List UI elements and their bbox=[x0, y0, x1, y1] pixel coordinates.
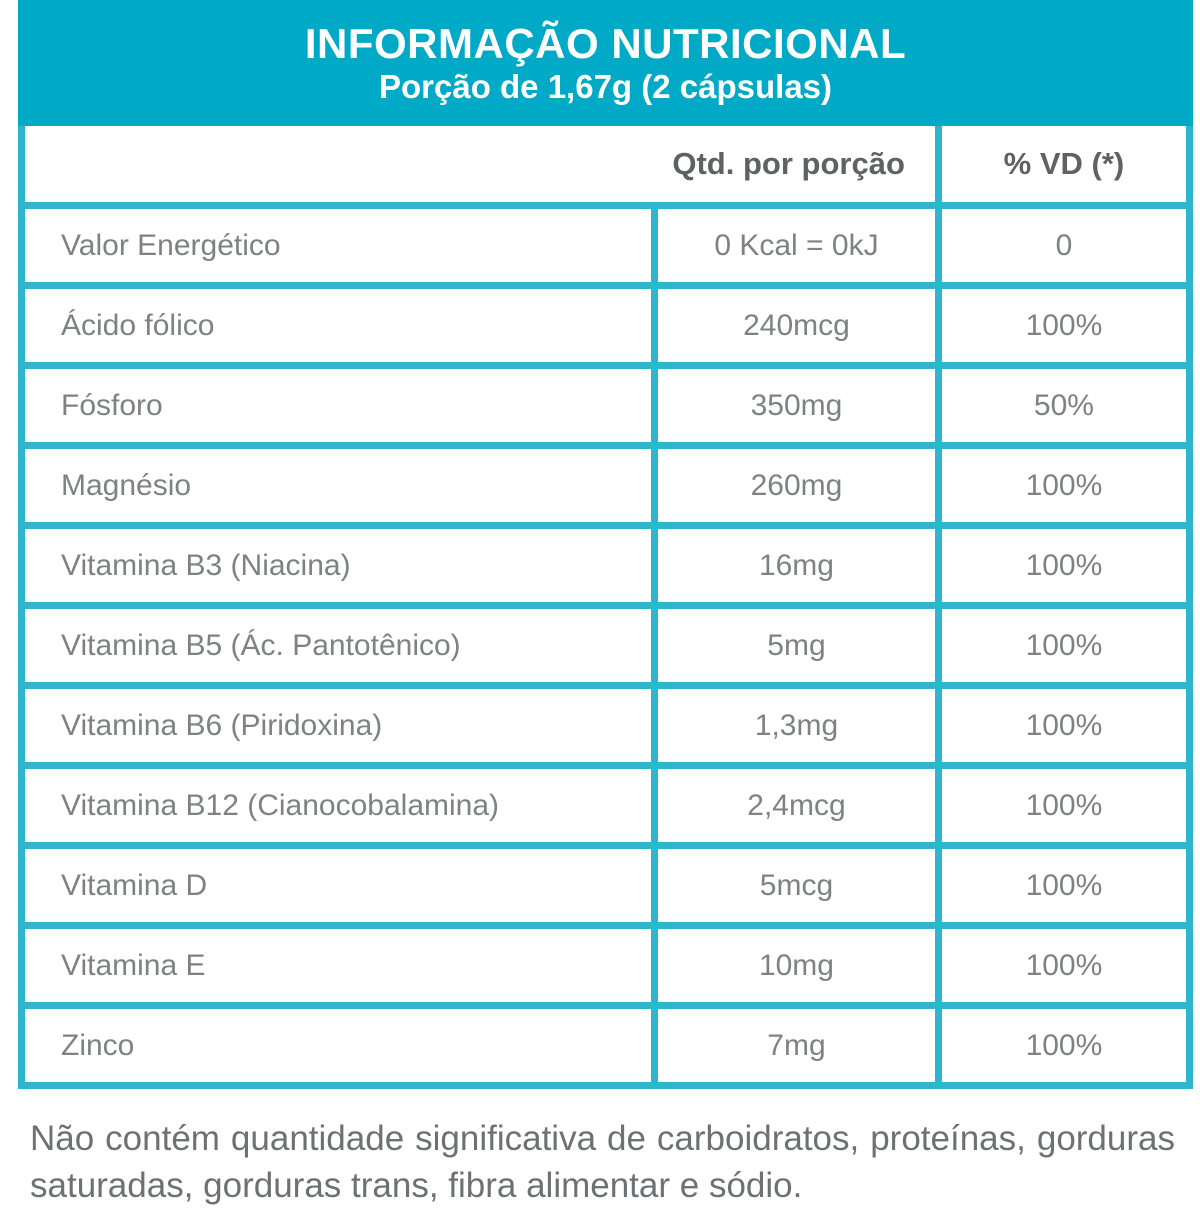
nutrient-qty: 1,3mg bbox=[655, 686, 939, 766]
nutrient-vd: 100% bbox=[938, 1006, 1189, 1086]
nutrient-qty: 0 Kcal = 0kJ bbox=[655, 206, 939, 286]
nutrient-vd: 100% bbox=[938, 286, 1189, 366]
nutrient-vd: 100% bbox=[938, 846, 1189, 926]
nutrient-vd: 100% bbox=[938, 686, 1189, 766]
label-banner bbox=[18, 0, 1193, 126]
table-header-row bbox=[22, 126, 1190, 206]
nutrient-vd: 0 bbox=[938, 206, 1189, 286]
nutrient-name: Fósforo bbox=[22, 366, 655, 446]
nutrient-name: Vitamina E bbox=[22, 926, 655, 1006]
nutrient-qty: 16mg bbox=[655, 526, 939, 606]
nutrient-vd: 100% bbox=[938, 926, 1189, 1006]
nutrient-qty: 5mcg bbox=[655, 846, 939, 926]
nutrient-name: Vitamina B12 (Cianocobalamina) bbox=[22, 766, 655, 846]
column-header-daily-value: % VD (*) bbox=[938, 126, 1189, 206]
table-row bbox=[22, 846, 1190, 926]
nutrient-qty: 240mcg bbox=[655, 286, 939, 366]
table-row bbox=[22, 286, 1190, 366]
nutrient-name: Vitamina D bbox=[22, 846, 655, 926]
nutrient-vd: 100% bbox=[938, 526, 1189, 606]
nutrient-name: Zinco bbox=[22, 1006, 655, 1086]
table-row bbox=[22, 606, 1190, 686]
table-row bbox=[22, 206, 1190, 286]
nutrient-qty: 350mg bbox=[655, 366, 939, 446]
nutrient-name: Valor Energético bbox=[22, 206, 655, 286]
table-row bbox=[22, 446, 1190, 526]
nutrient-qty: 10mg bbox=[655, 926, 939, 1006]
serving-size: Porção de 1,67g (2 cápsulas) bbox=[378, 68, 833, 105]
nutrient-name: Vitamina B3 (Niacina) bbox=[22, 526, 655, 606]
nutrient-vd: 100% bbox=[938, 446, 1189, 526]
table-row bbox=[22, 926, 1190, 1006]
table-row bbox=[22, 1006, 1190, 1086]
nutrient-name: Ácido fólico bbox=[22, 286, 655, 366]
nutrient-vd: 50% bbox=[938, 366, 1189, 446]
nutrient-name: Vitamina B5 (Ác. Pantotênico) bbox=[22, 606, 655, 686]
table-row bbox=[22, 686, 1190, 766]
table-row bbox=[22, 366, 1190, 446]
label-title: INFORMAÇÃO NUTRICIONAL bbox=[304, 20, 907, 67]
nutrient-qty: 5mg bbox=[655, 606, 939, 686]
table-row bbox=[22, 526, 1190, 606]
nutrient-qty: 260mg bbox=[655, 446, 939, 526]
footnote: Não contém quantidade significativa de carboidratos, proteínas, gorduras saturadas, gorduras trans, fibra alimentar e sódio. bbox=[30, 1119, 1175, 1205]
nutrient-vd: 100% bbox=[938, 606, 1189, 686]
nutrient-name: Magnésio bbox=[22, 446, 655, 526]
nutrient-name: Vitamina B6 (Piridoxina) bbox=[22, 686, 655, 766]
nutrient-qty: 7mg bbox=[655, 1006, 939, 1086]
nutrient-vd: 100% bbox=[938, 766, 1189, 846]
table-body bbox=[22, 206, 1190, 1086]
column-header-qty-per-serving: Qtd. por porção bbox=[22, 126, 939, 206]
nutrient-qty: 2,4mcg bbox=[655, 766, 939, 846]
table-row bbox=[22, 766, 1190, 846]
nutrition-table bbox=[18, 126, 1193, 1089]
nutrition-label bbox=[18, 0, 1193, 1209]
